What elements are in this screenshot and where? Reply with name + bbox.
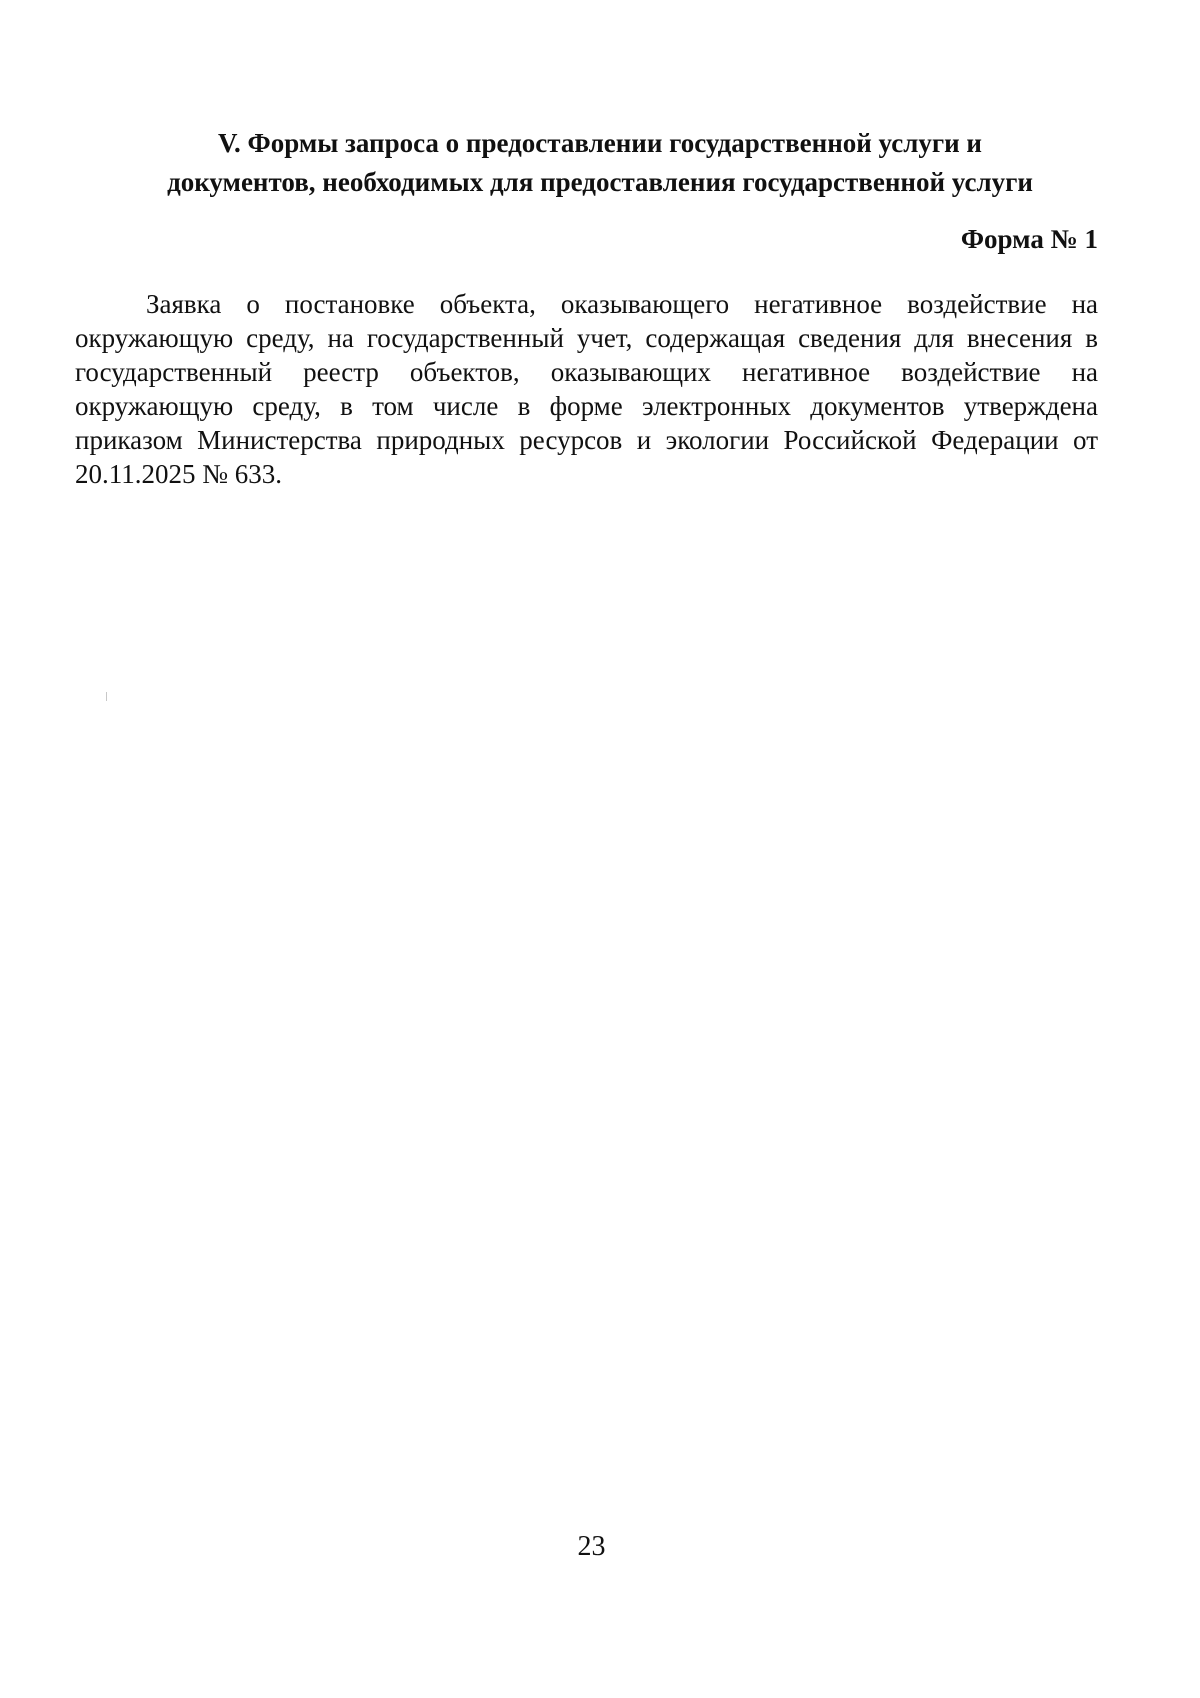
page-number: 23 [577,1531,606,1562]
scan-artifact [106,692,107,701]
body-paragraph: Заявка о постановке объекта, оказывающего негативное воздействие на окружающую среду, на государственный учет, содержащая сведения для внесения в государственный реестр объектов, оказывающих негативное воздействие на окружающую среду, в том числе в форме электронных документов утверждена приказом Министерства природных ресурсов и экологии Российской Федерации от 20.11.2025 № 633. [75,289,1098,489]
section-heading-line-1: V. Формы запроса о предоставлении государственной услуги и [218,128,982,158]
section-heading-line-2: документов, необходимых для предоставления государственной услуги [167,167,1033,197]
form-number-label: Форма № 1 [960,224,1098,254]
section-heading [70,124,1130,202]
